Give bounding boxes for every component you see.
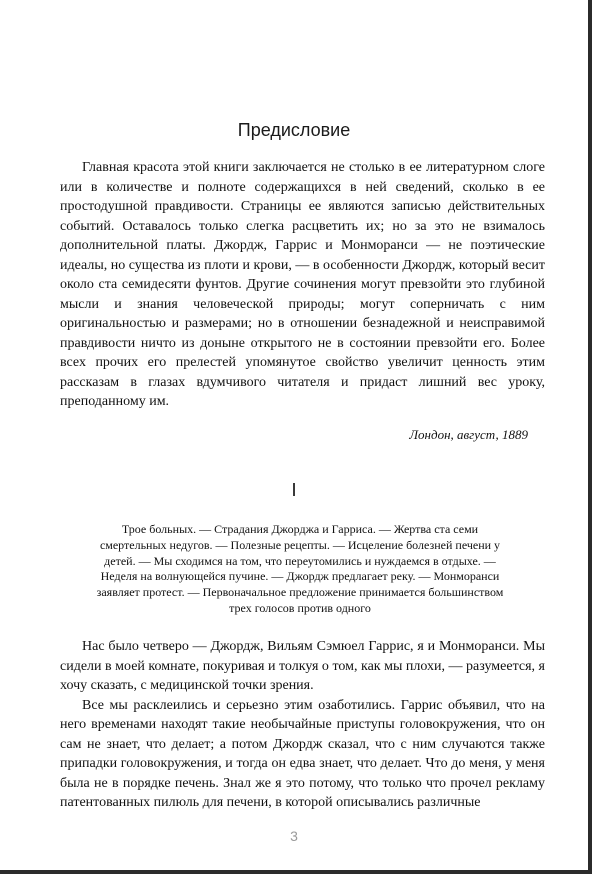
preface-signature: Лондон, август, 1889 (409, 427, 528, 442)
preface-text: Главная красота этой книги заключается не столько в ее литературном слоге или в количестве и полноте содержащихся в ней сведений, сколько в ее простодушной правдивости. Страницы ее являются записью действительных событий. Оставалось только слегка расцветить их; но за это не взималось дополнительной платы. Джордж, Гаррис и Монморанси — не поэтические идеалы, но существа из плоти и крови, — в особенности Джордж, который весит около ста семидесяти фунтов. Другие сочинения могут превзойти это глубиной мысли и знания человеческой природы; могут соперничать с ним оригинальностью и размерами; но в отношении безнадежной и неисправимой правдивости ничто из доныне открытого не в состоянии превзойти его. Более всех прочих его прелестей упомянутое свойство увеличит ценность этим рассказам в глазах вдумчивого читателя и придаст лишний вес уроку, преподанному им. (60, 160, 546, 409)
chapter-synopsis: Трое больных. — Страдания Джорджа и Гарриса. — Жертва ста семи смертельных недугов. — Полезные рецепты. — Исцеление болезней печени у детей. — Мы сходимся на том, что переутомились и нуждаемся в отдыхе. — Неделя на волнующейся пучине. — Джордж предлагает реку. — Монморанси заявляет протест. — Первоначальное предложение принимается большинством трех голосов против одного (96, 522, 504, 615)
page-number: 3 (290, 828, 298, 844)
body-paragraph: Нас было четверо — Джордж, Вильям Сэмюел Гаррис, я и Монморанси. Мы сидели в моей комнате, покуривая и толкуя о том, как мы плохи, — разумеется, я хочу сказать, с медицинской точки зрения. (60, 639, 545, 693)
preface-title: Предисловие (237, 120, 351, 140)
body-paragraph: Все мы расклеились и серьезно этим озаботились. Гаррис объявил, что на него временами находят такие необычайные приступы головокружения, что он сам не знает, что делает; а потом Джордж сказал, что с ним случаются также припадки головокружения, и тогда он едва знает, что делает. Что до меня, у меня была не в порядке печень. Знал же я это потому, что только что прочел рекламу патентованных пилюль для печени, в которой описывались различные (60, 697, 545, 810)
chapter-number: I (291, 480, 297, 500)
chapter-body (60, 637, 545, 813)
